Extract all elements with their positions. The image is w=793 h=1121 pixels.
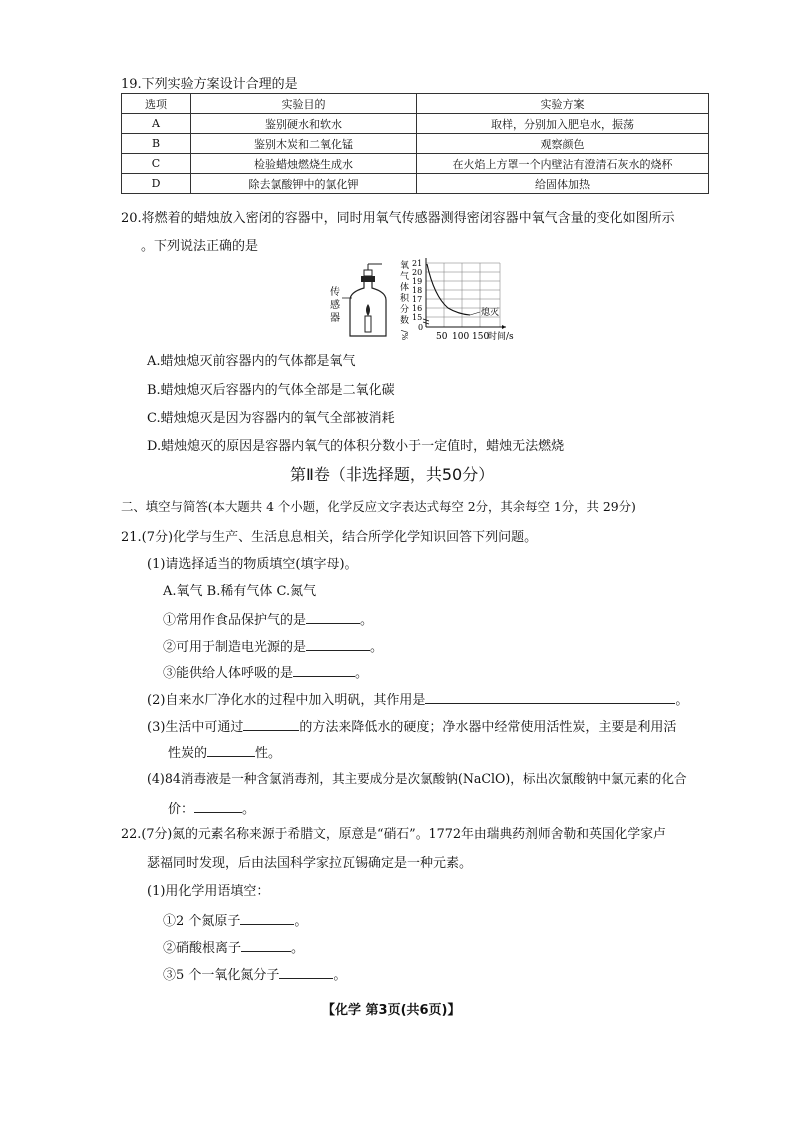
q21-p3-text: 性。 xyxy=(255,746,282,761)
period: 。 xyxy=(294,914,308,929)
ylabel-char: 积 xyxy=(400,294,410,304)
oxygen-curve xyxy=(427,264,470,315)
header-plan: 实验方案 xyxy=(417,94,709,114)
q21-s2 xyxy=(163,638,383,654)
plan-cell: 观察颜色 xyxy=(417,134,709,154)
q20-option-a: A.蜡烛熄灭前容器内的气体都是氧气 xyxy=(147,354,356,369)
option-cell: C xyxy=(122,154,191,174)
q22-s1 xyxy=(163,912,307,928)
header-option: 选项 xyxy=(122,94,191,114)
answer-blank[interactable] xyxy=(306,611,360,624)
ytick: 19 xyxy=(412,277,423,286)
part2-section: 二、填空与简答(本大题共 4 个小题，化学反应文字表达式每空 2分，其余每空 1分，共 29分) xyxy=(121,499,636,514)
table-header-row xyxy=(122,94,709,114)
q20-option-d: D.蜡烛熄灭的原因是容器内氧气的体积分数小于一定值时，蜡烛无法燃烧 xyxy=(147,439,565,454)
ytick: 16 xyxy=(412,304,423,313)
bottle-icon xyxy=(350,264,386,336)
q21-p3-text: (3)生活中可通过 xyxy=(147,720,244,735)
q22-s1-text: ①2 个氮原子 xyxy=(163,914,241,929)
option-cell: A xyxy=(122,114,191,134)
ytick: 17 xyxy=(412,295,423,304)
header-purpose: 实验目的 xyxy=(191,94,417,114)
q22-stem1: 22.(7分)氮的元素名称来源于希腊文，原意是“硝石”。1772年由瑞典药剂师舍勒和英国化学家卢 xyxy=(121,827,666,842)
annotation-extinguish: 熄灭 xyxy=(481,308,500,318)
q20-stem-line1: 20.将燃着的蜡烛放入密闭的容器中，同时用氧气传感器测得密闭容器中氧气含量的变化如图所示 xyxy=(121,211,675,226)
q19-table xyxy=(121,93,709,194)
option-cell: D xyxy=(122,174,191,194)
table-row xyxy=(122,174,709,194)
ylabel-char: 体 xyxy=(400,283,410,293)
q22-s3 xyxy=(163,966,346,982)
period: 。 xyxy=(675,693,689,708)
q22-s2-text: ②硝酸根离子 xyxy=(163,941,242,956)
q21-choices: A.氧气 B.稀有气体 C.氮气 xyxy=(163,584,317,599)
ytick: 15 xyxy=(412,313,423,322)
q21-s1 xyxy=(163,611,373,627)
table-row xyxy=(122,134,709,154)
q22-p1: (1)用化学用语填空： xyxy=(147,884,270,899)
answer-blank[interactable] xyxy=(425,691,675,704)
purpose-cell: 检验蜡烛燃烧生成水 xyxy=(191,154,417,174)
period: 。 xyxy=(360,613,374,628)
ytick: 18 xyxy=(412,286,423,295)
q21-p4-text: 价： xyxy=(168,802,195,817)
q21-p3-text: 性炭的 xyxy=(168,746,208,761)
answer-blank[interactable] xyxy=(240,912,294,925)
q20-figure xyxy=(320,256,520,344)
table-row xyxy=(122,154,709,174)
answer-blank[interactable] xyxy=(194,800,242,813)
period: 。 xyxy=(355,666,369,681)
q21-p2-text: (2)自来水厂净化水的过程中加入明矾，其作用是 xyxy=(147,693,426,708)
q21-p3-cont xyxy=(168,744,281,760)
ylabel-char: 氧 xyxy=(400,261,410,271)
q21-s3 xyxy=(163,664,368,680)
answer-blank[interactable] xyxy=(293,664,355,677)
plan-cell: 给固体加热 xyxy=(417,174,709,194)
answer-blank[interactable] xyxy=(243,718,299,731)
table-row xyxy=(122,114,709,134)
xtick: 100 xyxy=(452,332,470,342)
page-footer: 【化学 第3页(共6页)】 xyxy=(322,1003,461,1018)
q21-p4: (4)84消毒液是一种含氯消毒剂，其主要成分是次氯酸钠(NaClO)，标出次氯酸钠中氯元素的化合 xyxy=(147,771,687,786)
xlabel: 时间/s xyxy=(488,332,514,342)
xtick: 150 xyxy=(472,332,490,342)
part2-title: 第Ⅱ卷（非选择题，共50分） xyxy=(290,465,495,484)
ylabel-char: 分 xyxy=(400,305,410,315)
q21-s2-text: ②可用于制造电光源的是 xyxy=(163,640,307,655)
plan-cell: 在火焰上方罩一个内壁沾有澄清石灰水的烧杯 xyxy=(417,154,709,174)
q21-p2 xyxy=(147,691,688,707)
q21-p4-cont xyxy=(168,800,255,816)
ytick: 20 xyxy=(412,268,423,277)
plan-cell: 取样，分别加入肥皂水，振荡 xyxy=(417,114,709,134)
q21-stem: 21.(7分)化学与生产、生活息息相关，结合所学化学知识回答下列问题。 xyxy=(121,530,538,545)
q21-p1: (1)请选择适当的物质填空(填字母)。 xyxy=(147,557,358,572)
q21-s1-text: ①常用作食品保护气的是 xyxy=(163,613,307,628)
ylabel-char: 数 xyxy=(400,316,410,326)
q20-option-c: C.蜡烛熄灭是因为容器内的氧气全部被消耗 xyxy=(147,411,395,426)
purpose-cell: 鉴别木炭和二氧化锰 xyxy=(191,134,417,154)
xtick: 50 xyxy=(436,332,448,342)
q19-stem: 19.下列实验方案设计合理的是 xyxy=(121,77,298,92)
ytick: 0 xyxy=(418,323,424,332)
answer-blank[interactable] xyxy=(306,638,370,651)
sensor-label-2: 感 xyxy=(330,300,340,311)
q22-stem2: 瑟福同时发现，后由法国科学家拉瓦锡确定是一种元素。 xyxy=(147,856,473,871)
option-cell: B xyxy=(122,134,191,154)
sensor-label-1: 传 xyxy=(330,287,340,298)
answer-blank[interactable] xyxy=(279,966,333,979)
q21-s3-text: ③能供给人体呼吸的是 xyxy=(163,666,294,681)
answer-blank[interactable] xyxy=(207,744,255,757)
purpose-cell: 鉴别硬水和软水 xyxy=(191,114,417,134)
ylabel-char: 气 xyxy=(400,272,410,282)
purpose-cell: 除去氯酸钾中的氯化钾 xyxy=(191,174,417,194)
period: 。 xyxy=(291,941,305,956)
period: 。 xyxy=(242,802,256,817)
q21-p3 xyxy=(147,718,676,734)
answer-blank[interactable] xyxy=(241,939,291,952)
q20-option-b: B.蜡烛熄灭后容器内的气体全部是二氧化碳 xyxy=(147,383,395,398)
q22-s2 xyxy=(163,939,304,955)
sensor-label-3: 器 xyxy=(330,313,340,324)
ytick: 21 xyxy=(412,259,423,268)
q22-s3-text: ③5 个一氧化氮分子 xyxy=(163,968,280,983)
period: 。 xyxy=(370,640,384,655)
period: 。 xyxy=(333,968,347,983)
ylabel-unit: /% xyxy=(400,330,409,341)
q21-p3-text: 的方法来降低水的硬度；净水器中经常使用活性炭，主要是利用活 xyxy=(299,720,677,735)
q20-stem-line2: 。下列说法正确的是 xyxy=(141,239,259,254)
